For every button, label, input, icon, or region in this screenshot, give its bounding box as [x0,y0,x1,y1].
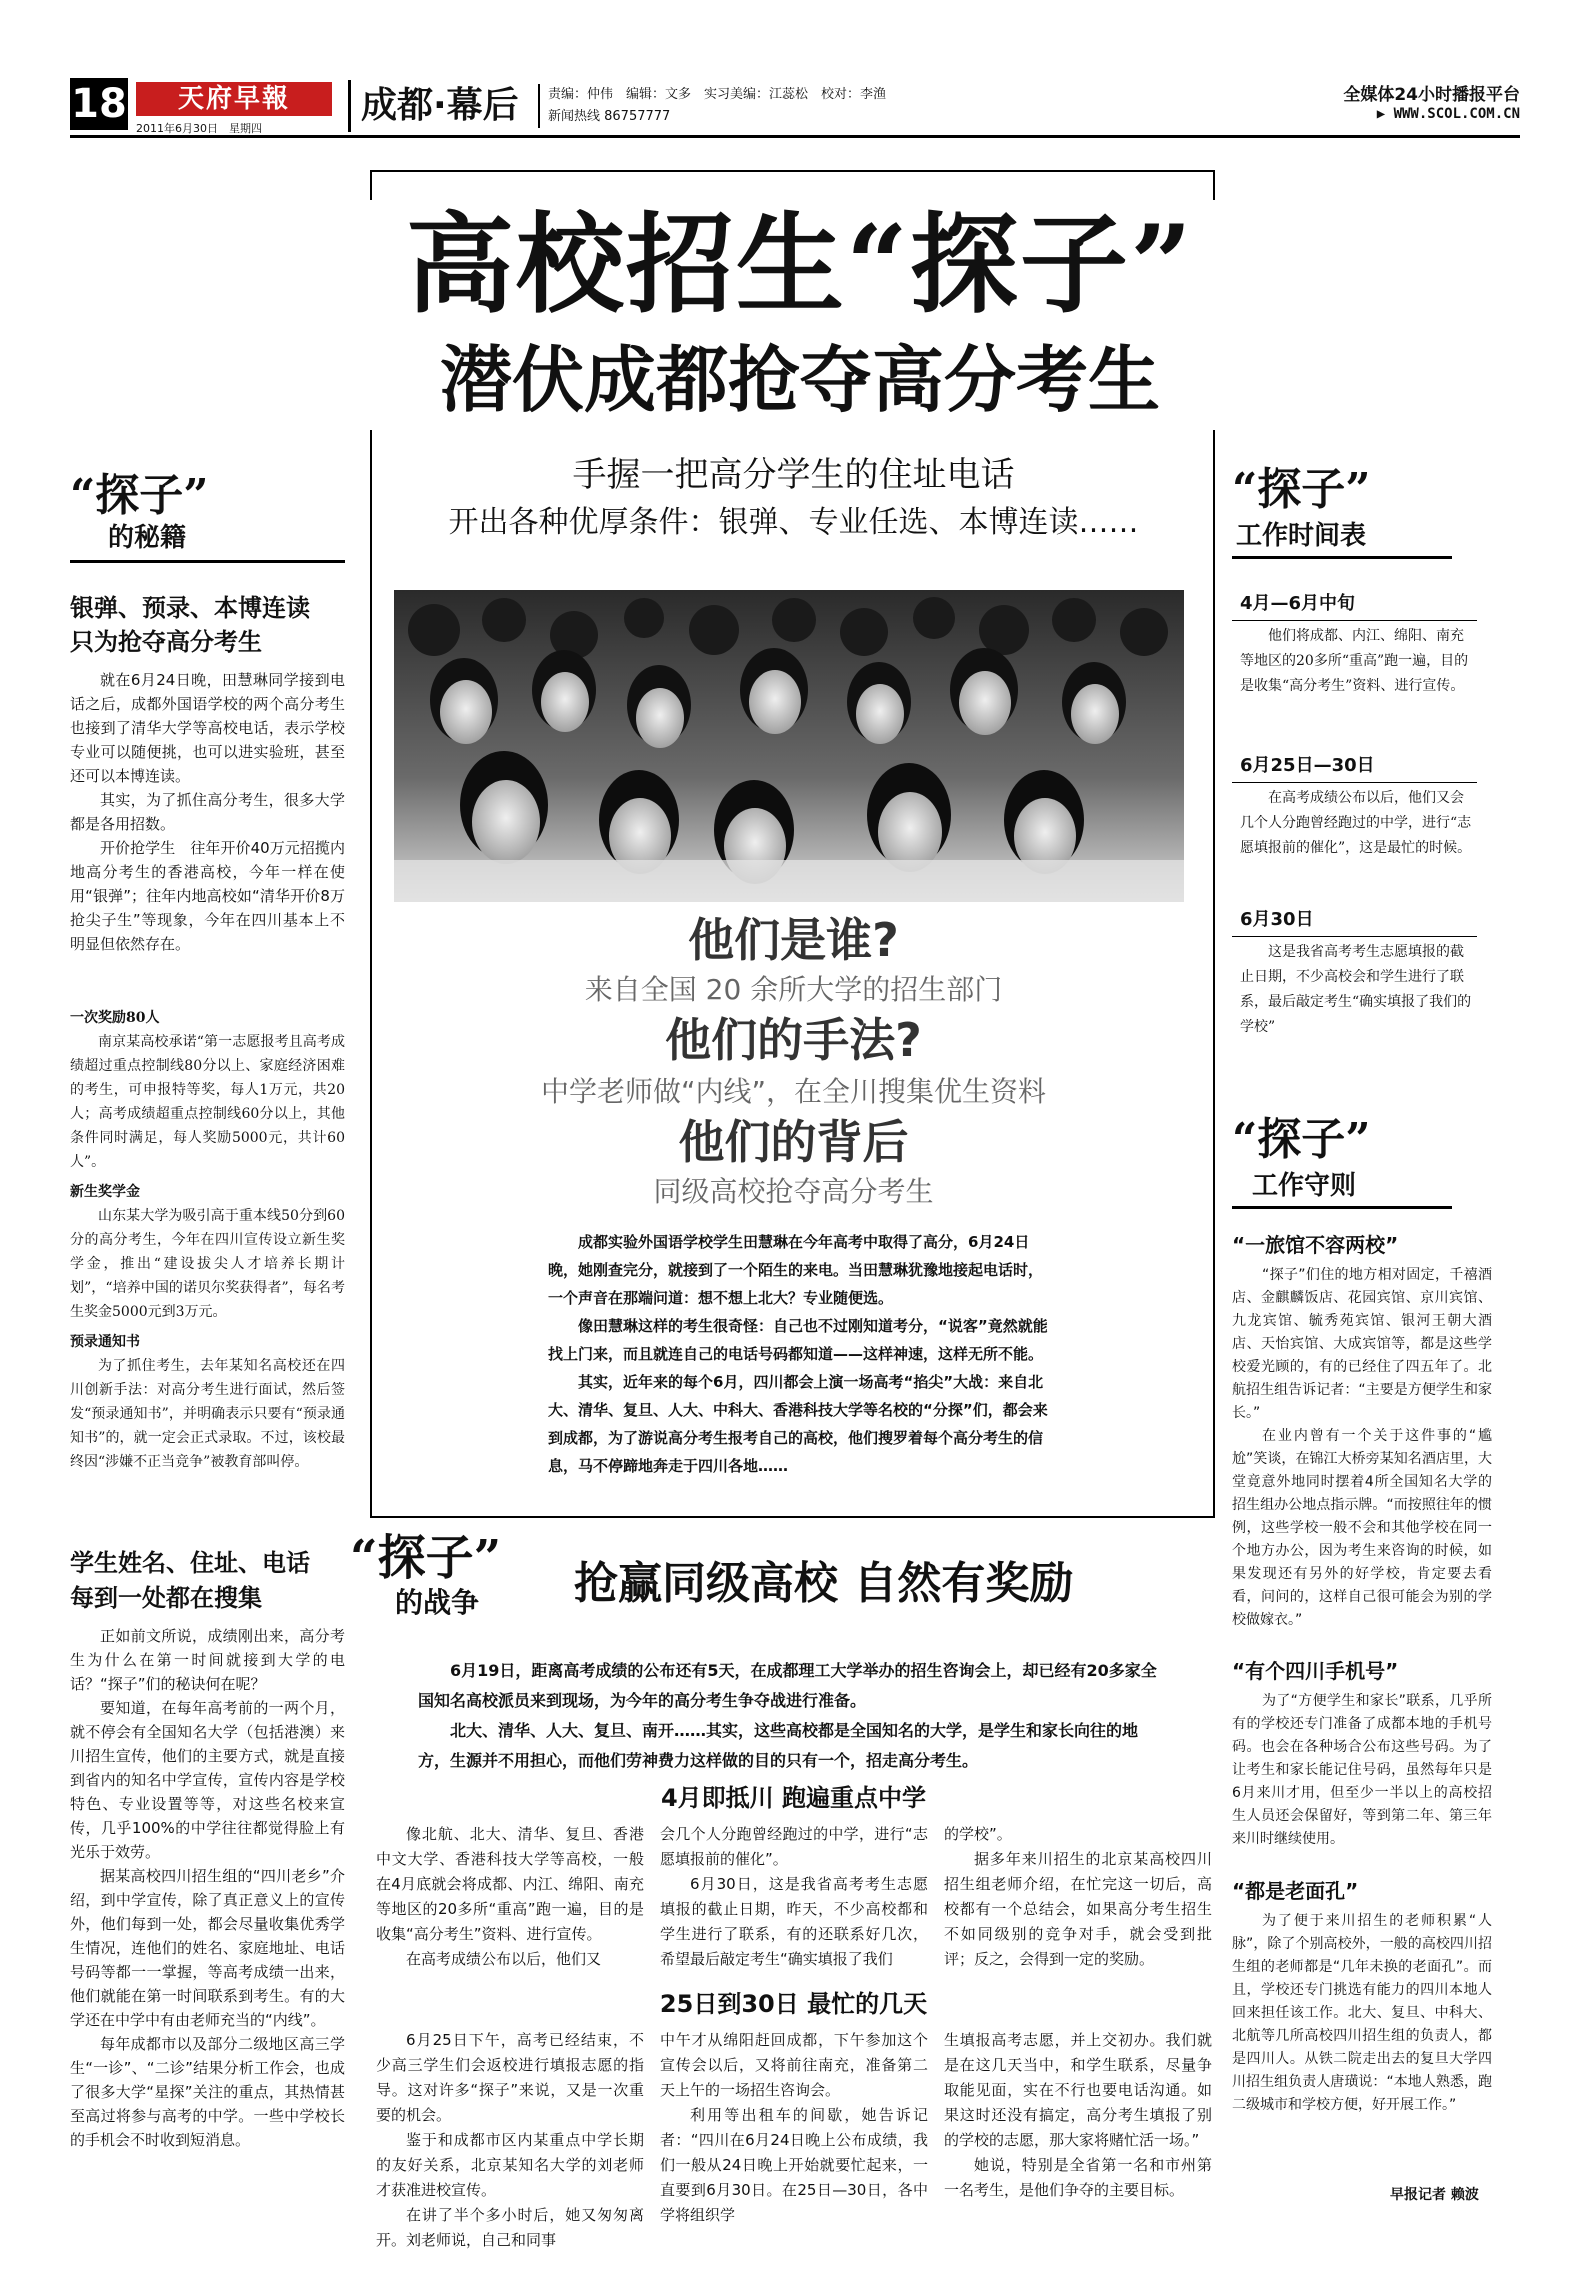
timeline-text-3 [1240,940,1475,1040]
left-body-2 [70,1624,345,2152]
tactic-text: 山东某大学为吸引高于重本线50分到60分的高分考生，今年在四川宣传设立新生奖学金，推出“建设拔尖人才培养长期计划”，“培养中国的诺贝尔奖获得者”，每名考生奖金5000元到3万元。 [70,1208,345,1320]
answer-how: 中学老师做“内线”，在全川搜集优生资料 [540,1075,1046,1108]
section-title: 成都·幕后 [348,80,519,132]
lead-paragraph: 其实，近年来的每个6月，四川都会上演一场高考“掐尖”大战：来自北大、清华、复旦、人大、中科大、香港科技大学等名校的“分探”们，都会来到成都，为了游说高分考生报考自己的高校，他们搜罗着每个高分考生的信息，马不停蹄地奔走于四川各地…… [548,1373,1048,1475]
tactic-heading: 新生奖学金 [70,1184,140,1200]
left-tactics [70,1000,345,1474]
paragraph: 为了便于来川招生的老师积累“人脉”，除了个别高校外，一般的高校四川招生组的老师都是“几年未换的老面孔”。而且，学校还专门挑选有能力的四川本地人回来担任该工作。北大、复旦、中科大、北航等几所高校四川招生组的负责人，都是四川人。从铁二院走出去的复旦大学四川招生组负责人唐璜说：“本地人熟悉，跑二级城市和学校方便，好开展工作。” [1232,1913,1492,2113]
site-url[interactable] [1377,106,1520,122]
war-col-1 [376,1822,644,1972]
divider [1232,782,1477,783]
paragraph: 每年成都市以及部分二级地区高三学生“一诊”、“二诊”结果分析工作会，也成了很多大学“星探”关注的重点，其热情甚至高过将参与高考的中学。一些中学校长的手机会不时收到短消息。 [70,2035,345,2149]
byline: 早报记者 赖波 [1390,2187,1479,2203]
issue-date: 2011年6月30日 星期四 [136,122,262,135]
left-column-subtitle: 的秘籍 [108,523,187,553]
credits-editors: 责编：仲伟 编辑：文多 实习美编：江蕊松 校对：李渔 [548,87,887,102]
right-column-subtitle-2: 工作守则 [1252,1171,1357,1201]
tactic-text: 为了抓住考生，去年某知名高校还在四川创新手法：对高分考生进行面试，然后签发“预录通知书”，并明确表示只要有“预录通知书”的，就一定会正式录取。不过，该校最终因“涉嫌不正当竞争”被教育部叫停。 [70,1358,345,1470]
paragraph: 会几个人分跑曾经跑过的中学，进行“志愿填报前的催化”。 [660,1825,928,1868]
paragraph: 要知道，在每年高考前的一两个月，就不停会有全国知名大学（包括港澳）来川招生宣传，他们的主要方式，就是直接到省内的知名中学宣传，宣传内容是学校特色、专业设置等等，对这些名校来宣传，几乎100%的中学往往都觉得脸上有光乐于效劳。 [70,1699,345,1861]
paragraph: 6月30日，这是我省高考考生志愿填报的截止日期，昨天，不少高校都和学生进行了联系，有的还联系好几次，希望最后敲定考生“确实填报了我们 [660,1875,928,1968]
paragraph: 在讲了半个多小时后，她又匆匆离开。刘老师说，自己和同事 [376,2206,644,2249]
paragraph: 像北航、北大、清华、复旦、香港中文大学、香港科技大学等高校，一般在4月底就会将成都、内江、绵阳、南充等地区的20多所“重高”跑一遍，目的是收集“高分考生”资料、进行宣传。 [376,1825,644,1943]
paragraph: 开价抢学生 往年开价40万元招揽内地高分考生的香港高校，今年一样在使用“银弹”；往年内地高校如“清华开价8万抢尖子生”等现象，今年在四川基本上不明显但依然存在。 [70,839,345,953]
right-column-title-2: “探子” [1232,1114,1371,1165]
right-column-title: “探子” [1232,464,1371,515]
war-subtitle: 的战争 [395,1586,480,1619]
page-number: 18 [70,78,128,130]
timeline-date-2: 6月25日—30日 [1240,755,1375,776]
right-column-subtitle: 工作时间表 [1236,521,1367,551]
newspaper-logo: 天府早報 [136,82,332,116]
answer-behind: 同级高校抢夺高分考生 [653,1175,934,1208]
tactic-heading: 预录通知书 [70,1334,140,1350]
divider [1232,1206,1452,1209]
war-col-4 [376,2028,644,2253]
question-who: 他们是谁? [688,913,899,967]
question-behind: 他们的背后 [678,1115,909,1169]
paragraph: 中午才从绵阳赶回成都，下午参加这个宣传会以后，又将前往南充，准备第二天上午的一场招生咨询会。 [660,2031,928,2099]
crowd-photo-image [394,590,1184,902]
platform-tagline: 全媒体24小时播报平台 [1343,85,1520,105]
credits-hotline: 新闻热线 86757777 [548,109,671,124]
rule-heading-3: “都是老面孔” [1232,1879,1359,1903]
tactic-heading: 一次奖励80人 [70,1010,160,1026]
paragraph: 在高考成绩公布以后，他们又 [406,1950,602,1968]
paragraph: 北大、清华、人大、复旦、南开……其实，这些高校都是全国知名的大学，是学生和家长向往的地方，生源并不用担心，而他们劳神费力这样做的目的只有一个，招走高分考生。 [418,1721,1139,1770]
paragraph: 生填报高考志愿，并上交初办。我们就是在这几天当中，和学生联系，尽量争取能见面，实在不行也要电话沟通。如果这时还没有搞定，高分考生填报了别的学校的志愿，那大家将赌忙活一场。” [944,2031,1212,2149]
paragraph: 为了“方便学生和家长”联系，几乎所有的学校还专门准备了成都本地的手机号码。也会在各种场合公布这些号码。为了让考生和家长能记住号码，虽然每年只是6月来川才用，但至少一半以上的高校招生人员还会保留好，等到第二年、第三年来川时继续使用。 [1232,1693,1492,1847]
paragraph: 6月25日下午，高考已经结束，不少高三学生们会返校进行填报志愿的指导。这对许多“探子”来说，又是一次重要的机会。 [376,2031,644,2124]
paragraph: 在高考成绩公布以后，他们又会几个人分跑曾经跑过的中学，进行“志愿填报前的催化”，这是最忙的时候。 [1240,790,1472,856]
timeline-text-2 [1240,786,1475,861]
divider [70,560,345,563]
paragraph: 利用等出租车的间歇，她告诉记者：“四川在6月24日晚上公布成绩，我们一般从24日晚上开始就要忙起来，一直要到6月30日。在25日—30日，各中学将组织学 [660,2106,928,2224]
war-col-6 [944,2028,1212,2203]
left-body-1 [70,668,345,956]
paragraph: 据多年来川招生的北京某高校四川招生组老师介绍，在忙完这一切后，高校都有一个总结会，如果高分考生招生不如同级别的竞争对手，就会受到批评；反之，会得到一定的奖励。 [944,1850,1212,1968]
paragraph: 他们将成都、内江、绵阳、南充等地区的20多所“重高”跑一遍，目的是收集“高分考生”资料、进行宣传。 [1240,628,1469,694]
war-headline: 抢赢同级高校 自然有奖励 [574,1558,1074,1609]
war-subhead-1: 4月即抵川 跑遍重点中学 [660,1784,927,1812]
tactic-text: 南京某高校承诺“第一志愿报考且高考成绩超过重点控制线80分以上、家庭经济困难的考生，可申报特等奖，每人1万元，共20人；高考成绩超重点控制线60分以上，其他条件同时满足，每人奖励5000元，共计60人”。 [70,1034,345,1170]
war-col-3 [944,1822,1212,1972]
left-heading-2: 学生姓名、住址、电话 [70,1549,310,1577]
paragraph: 其实，为了抓住高分考生，很多大学都是各用招数。 [70,791,345,833]
war-lead [418,1656,1160,1776]
lead-paragraph: 像田慧琳这样的考生很奇怪：自己也不过刚知道考分，“说客”竟然就能找上门来，而且就连自己的电话号码都知道——这样神速，这样无所不能。 [548,1317,1048,1363]
divider [1232,936,1477,937]
paragraph: 她说，特别是全省第一名和市州第一名考生，是他们争夺的主要目标。 [944,2156,1212,2199]
answer-who: 来自全国 20 余所大学的招生部门 [584,973,1003,1006]
lead-text [548,1228,1048,1480]
left-heading-2b: 每到一处都在搜集 [70,1584,262,1612]
paragraph: 鉴于和成都市区内某重点中学长期的友好关系，北京某知名大学的刘老师才获准进校宣传。 [376,2131,644,2199]
deck-line-1: 手握一把高分学生的住址电话 [572,455,1015,495]
war-title: “探子” [350,1530,502,1586]
page-header [70,78,1520,138]
site-url-text: WWW.SCOL.COM.CN [1393,106,1520,122]
left-column-title: “探子” [70,470,209,521]
paragraph: 在业内曾有一个关于这件事的“尴尬”笑谈，在锦江大桥旁某知名酒店里，大堂竟意外地同时摆着4所全国知名大学的招生组办公地点指示牌。“而按照往年的惯例，这些学校一般不会和其他学校在同一个地方办公，因为考生来咨询的时候，如果发现还有另外的好学校，肯定要去看看，问问的，这样自己很可能会为别的学校做嫁衣。” [1232,1428,1492,1628]
war-col-5 [660,2028,928,2228]
lead-paragraph: 成都实验外国语学校学生田慧琳在今年高考中取得了高分，6月24日晚，她刚查完分，就接到了一个陌生的来电。当田慧琳犹豫地接起电话时，一个声音在那端问道：想不想上北大？专业随便选。 [548,1233,1044,1307]
crowd-photo [394,590,1184,902]
credits [538,84,886,128]
paragraph: 就在6月24日晚，田慧琳同学接到电话之后，成都外国语学校的两个高分考生也接到了清华大学等高校电话，表示学校专业可以随便挑，也可以进实验班，甚至还可以本博连读。 [70,671,345,785]
subheadline: 潜伏成都抢夺高分考生 [300,330,1300,430]
arrow-icon: ▶ [1376,106,1394,122]
paragraph: 这是我省高考考生志愿填报的截止日期，不少高校会和学生进行了联系，最后敲定考生“确实填报了我们的学校” [1240,944,1472,1035]
paragraph: “探子”们住的地方相对固定，千禧酒店、金麒麟饭店、花园宾馆、京川宾馆、九龙宾馆、毓秀苑宾馆、银河王朝大酒店、天怡宾馆、大成宾馆等，都是这些学校爱光顾的，有的已经住了四五年了。北航招生组告诉记者：“主要是方便学生和家长。” [1232,1267,1492,1421]
war-subhead-2: 25日到30日 最忙的几天 [659,1990,928,2018]
timeline-date-1: 4月—6月中旬 [1240,593,1356,614]
paragraph: 正如前文所说，成绩刚出来，高分考生为什么在第一时间就接到大学的电话？“探子”们的秘诀何在呢？ [70,1627,345,1693]
rule-text-1 [1232,1264,1492,1632]
timeline-date-3: 6月30日 [1240,909,1314,930]
paragraph: 据某高校四川招生组的“四川老乡”介绍，到中学宣传，除了真正意义上的宣传外，他们每到一处，都会尽量收集优秀学生情况，连他们的姓名、家庭地址、电话号码等都一一掌握，等高考成绩一出来，他们就能在第一时间联系到考生。有的大学还在中学中有由老师充当的“内线”。 [70,1867,345,2029]
rule-text-3 [1232,1910,1492,2117]
paragraph: 的学校”。 [944,1825,1012,1843]
headline: 高校招生“探子” [300,200,1300,330]
paragraph: 6月19日，距离高考成绩的公布还有5天，在成都理工大学举办的招生咨询会上，却已经有20多家全国知名高校派员来到现场，为今年的高分考生争夺战进行准备。 [418,1661,1157,1710]
left-heading-1b: 只为抢夺高分考生 [70,628,262,656]
rule-heading-1: “一旅馆不容两校” [1232,1233,1399,1257]
rule-heading-2: “有个四川手机号” [1232,1659,1399,1683]
deck-line-2: 开出各种优厚条件：银弹、专业任选、本博连读…… [448,505,1139,540]
rule-text-2 [1232,1690,1492,1851]
question-how: 他们的手法? [665,1013,922,1067]
divider [1232,556,1452,559]
left-heading-1: 银弹、预录、本博连读 [70,594,310,622]
divider [1232,620,1477,621]
timeline-text-1 [1240,624,1475,699]
war-col-2 [660,1822,928,1972]
